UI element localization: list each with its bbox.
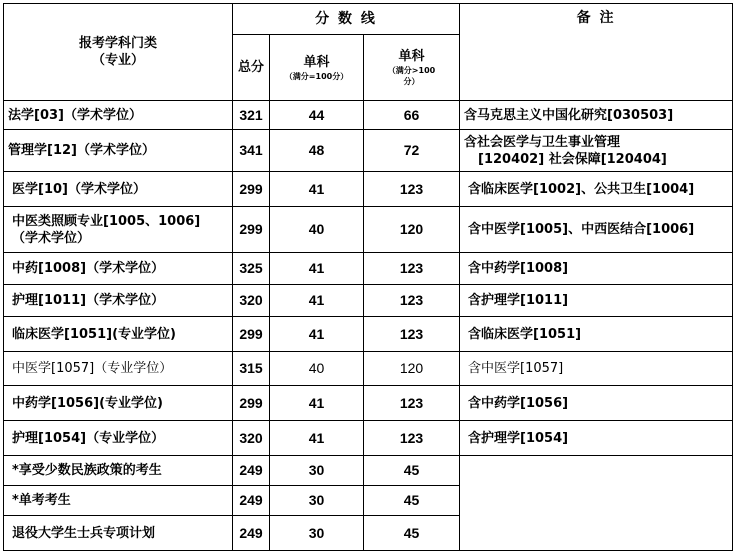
single-over100-cell: 72 (364, 130, 460, 172)
table-row (4, 130, 733, 172)
subject-cell: 中药学[1056](专业学位) (4, 386, 233, 421)
single-subject-100-label: 单科 (303, 54, 330, 70)
subject-category-header (4, 4, 233, 101)
single-100-cell: 41 (270, 386, 364, 421)
subject-cell (4, 207, 233, 253)
header-row-1 (4, 4, 733, 35)
score-line-header: 分 数 线 (233, 4, 460, 35)
subject-cell: 退役大学生士兵专项计划 (4, 516, 233, 551)
total-score-cell: 249 (233, 486, 270, 516)
subject-cell: 临床医学[1051](专业学位) (4, 317, 233, 352)
total-score-cell: 299 (233, 386, 270, 421)
single-100-cell: 30 (270, 516, 364, 551)
remark-cell: 含马克思主义中国化研究[030503] (460, 101, 733, 130)
total-score-cell: 325 (233, 253, 270, 285)
single-over100-cell: 45 (364, 486, 460, 516)
single-100-cell: 44 (270, 101, 364, 130)
total-score-cell: 321 (233, 101, 270, 130)
total-score-cell: 299 (233, 172, 270, 207)
single-100-cell: 41 (270, 317, 364, 352)
table-row (4, 253, 733, 285)
single-100-cell: 41 (270, 285, 364, 317)
remark-cell (460, 130, 733, 172)
table-row (4, 101, 733, 130)
table-row (4, 421, 733, 456)
total-score-cell: 249 (233, 456, 270, 486)
single-100-cell: 48 (270, 130, 364, 172)
single-subject-over100-sublabel-2: 分） (403, 77, 420, 86)
single-subject-over100-header (364, 35, 460, 101)
single-over100-cell: 120 (364, 352, 460, 386)
remark-cell-empty (460, 456, 733, 551)
remark-cell: 含临床医学[1002]、公共卫生[1004] (460, 172, 733, 207)
total-score-cell: 299 (233, 207, 270, 253)
total-score-header: 总分 (233, 35, 270, 101)
single-over100-cell: 123 (364, 285, 460, 317)
subject-cell: 中医学[1057]（专业学位） (4, 352, 233, 386)
remark-line: 含社会医学与卫生事业管理 (464, 134, 621, 150)
score-line-table (3, 3, 733, 551)
table-row (4, 352, 733, 386)
subject-cell: 管理学[12]（学术学位） (4, 130, 233, 172)
single-over100-cell: 45 (364, 516, 460, 551)
single-100-cell: 41 (270, 421, 364, 456)
total-score-cell: 249 (233, 516, 270, 551)
subject-category-label: 报考学科门类 (78, 36, 157, 51)
single-over100-cell: 123 (364, 386, 460, 421)
single-subject-over100-sublabel: （满分>100 (387, 66, 436, 75)
single-100-cell: 41 (270, 172, 364, 207)
subject-cell: 护理[1011]（学术学位） (4, 285, 233, 317)
single-over100-cell: 123 (364, 253, 460, 285)
single-over100-cell: 123 (364, 421, 460, 456)
total-score-cell: 320 (233, 421, 270, 456)
total-score-cell: 341 (233, 130, 270, 172)
remark-cell: 含中药学[1008] (460, 253, 733, 285)
remark-cell: 含中医学[1005]、中西医结合[1006] (460, 207, 733, 253)
table-row (4, 172, 733, 207)
single-over100-cell: 123 (364, 317, 460, 352)
single-100-cell: 40 (270, 352, 364, 386)
table-row (4, 317, 733, 352)
single-100-cell: 30 (270, 486, 364, 516)
single-100-cell: 40 (270, 207, 364, 253)
single-over100-cell: 45 (364, 456, 460, 486)
table-row (4, 207, 733, 253)
remark-cell: 含中医学[1057] (460, 352, 733, 386)
single-over100-cell: 120 (364, 207, 460, 253)
subject-cell: 中药[1008]（学术学位） (4, 253, 233, 285)
single-100-cell: 41 (270, 253, 364, 285)
subject-line: （学术学位） (12, 230, 91, 246)
subject-cell: 法学[03]（学术学位） (4, 101, 233, 130)
table-row (4, 386, 733, 421)
single-over100-cell: 66 (364, 101, 460, 130)
single-subject-over100-label: 单科 (398, 49, 425, 64)
table-row (4, 285, 733, 317)
single-subject-100-sublabel: （满分=100分） (284, 71, 349, 81)
single-over100-cell: 123 (364, 172, 460, 207)
subject-cell: 护理[1054]（专业学位） (4, 421, 233, 456)
remark-line: [120402] 社会保障[120404] (478, 151, 667, 167)
total-score-cell: 299 (233, 317, 270, 352)
remark-cell: 含护理学[1054] (460, 421, 733, 456)
total-score-cell: 320 (233, 285, 270, 317)
remark-cell: 含护理学[1011] (460, 285, 733, 317)
table-row (4, 456, 733, 486)
subject-line: 中医类照顾专业[1005、1006] (12, 213, 201, 229)
subject-cell: *享受少数民族政策的考生 (4, 456, 233, 486)
subject-cell: *单考考生 (4, 486, 233, 516)
total-score-cell: 315 (233, 352, 270, 386)
subject-cell: 医学[10]（学术学位） (4, 172, 233, 207)
single-100-cell: 30 (270, 456, 364, 486)
remark-cell: 含中药学[1056] (460, 386, 733, 421)
remark-cell: 含临床医学[1051] (460, 317, 733, 352)
remarks-header: 备 注 (460, 4, 733, 101)
single-subject-100-header (270, 35, 364, 101)
subject-category-sublabel: （专业） (91, 53, 144, 68)
